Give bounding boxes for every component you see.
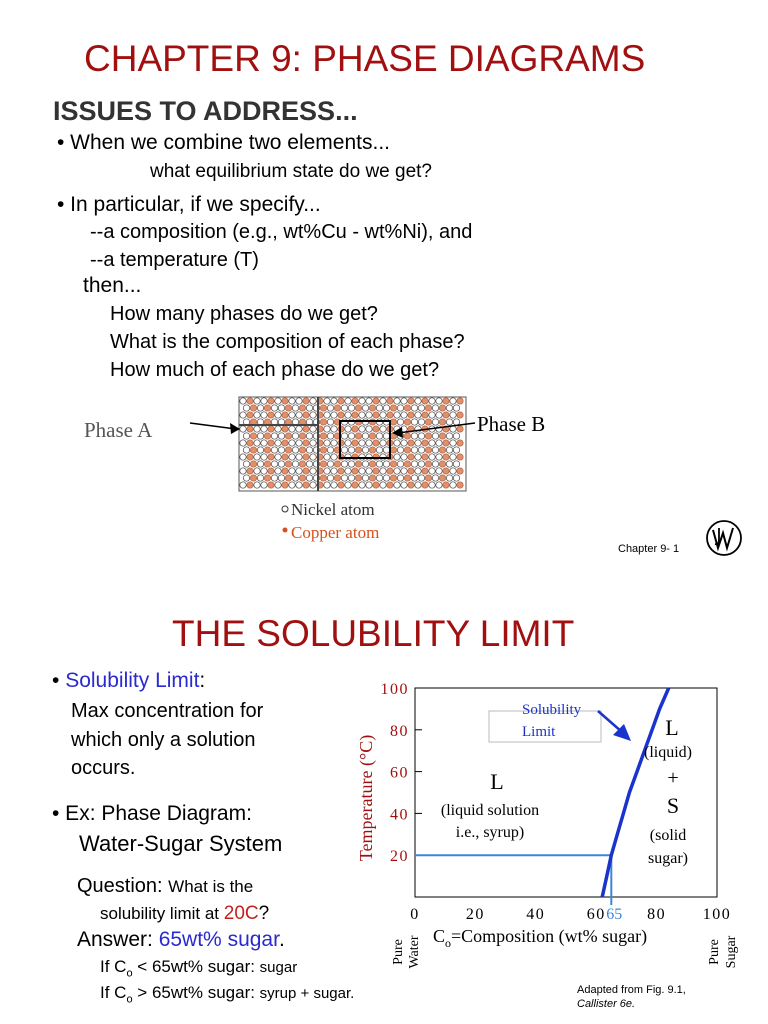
- bullet-specify-composition: --a composition (e.g., wt%Cu - wt%Ni), and: [90, 221, 473, 243]
- condition-subscript: o: [126, 967, 133, 980]
- colon: :: [199, 669, 206, 692]
- pure-water-label-2: Water: [407, 935, 422, 969]
- slide1-footer: Chapter 9- 1: [618, 543, 680, 555]
- x-tick-label: 20: [465, 906, 485, 923]
- two-phase-solid: (solid: [649, 827, 687, 844]
- x-axis-label-sub: o: [445, 936, 452, 950]
- question-text-2: solubility limit at: [100, 904, 224, 923]
- answer-period: .: [278, 928, 285, 951]
- question-phases: How many phases do we get?: [110, 303, 378, 325]
- two-phase-solid-label: S: [666, 793, 680, 818]
- x-tick-label: 0: [410, 906, 420, 923]
- example-bullet: • Ex: Phase Diagram:: [52, 802, 252, 825]
- x-tick-label: 80: [647, 906, 667, 923]
- x-tick-label: 100: [702, 906, 732, 923]
- question-composition: What is the composition of each phase?: [110, 331, 465, 353]
- x-axis-label: [433, 926, 647, 950]
- bullet-specify: • In particular, if we specify...: [57, 193, 321, 216]
- bullet-specify-temperature: --a temperature (T): [90, 249, 259, 271]
- condition-result: syrup + sugar.: [259, 985, 355, 1002]
- pure-sugar-label: Pure: [707, 939, 722, 965]
- question-label: Question:: [77, 875, 169, 897]
- solubility-limit-label: Solubility: [522, 702, 582, 718]
- x-tick-label: 60: [586, 906, 606, 923]
- copper-legend-label: Copper atom: [291, 523, 380, 542]
- question-amount: How much of each phase do we get?: [110, 359, 440, 381]
- x-axis-label-rest: =Composition (wt% sugar): [451, 926, 648, 946]
- phase-a-label: Phase A: [84, 418, 153, 442]
- nickel-legend-label: Nickel atom: [291, 500, 375, 519]
- definition-line3: occurs.: [71, 757, 136, 779]
- solubility-limit-arrow: [598, 711, 622, 732]
- condition-relation: > 65wt% sugar:: [132, 983, 260, 1002]
- y-tick-label: 100: [380, 681, 409, 698]
- condition-prefix: If C: [100, 983, 127, 1002]
- adapted-line1: Adapted from Fig. 9.1,: [577, 984, 686, 996]
- liquid-region-label: L: [490, 769, 504, 794]
- question-mark: ?: [258, 903, 270, 924]
- x-axis-label-c: C: [433, 926, 446, 946]
- liquid-region-desc: (liquid solution: [440, 802, 540, 819]
- x-tick-label: 40: [526, 906, 546, 923]
- definition-line1: Max concentration for: [71, 700, 264, 722]
- pure-sugar-label-2: Sugar: [724, 935, 739, 969]
- solubility-limit-label-2: Limit: [522, 724, 556, 740]
- answer-value: 65wt% sugar: [158, 928, 279, 951]
- two-phase-liquid: (liquid): [644, 744, 692, 761]
- two-phase-region-label: L: [665, 715, 679, 740]
- then-label: then...: [83, 274, 142, 297]
- bullet-marker: •: [52, 669, 66, 692]
- definition-line2: which only a solution: [71, 729, 256, 751]
- answer-label: Answer:: [77, 928, 159, 951]
- pure-water-label: Pure: [391, 939, 406, 965]
- solubility-limit-term: Solubility Limit: [65, 669, 200, 692]
- y-tick-label: 40: [390, 806, 409, 824]
- y-tick-label: 80: [390, 722, 409, 740]
- y-tick-label: 20: [390, 848, 409, 866]
- condition-result: sugar: [259, 959, 298, 976]
- y-axis-label: Temperature (°C): [356, 734, 376, 862]
- condition-subscript: o: [126, 993, 133, 1006]
- liquid-region-desc-2: i.e., syrup): [455, 824, 525, 841]
- question-text: What is the: [168, 877, 254, 896]
- bullet-combine-sub: what equilibrium state do we get?: [150, 161, 432, 182]
- adapted-line2: Callister 6e.: [577, 998, 636, 1010]
- bullet-combine: • When we combine two elements...: [57, 131, 390, 154]
- two-phase-sugar: sugar): [648, 850, 688, 867]
- condition-prefix: If C: [100, 957, 127, 976]
- slide1-title: CHAPTER 9: PHASE DIAGRAMS: [84, 38, 646, 79]
- question-temperature: 20C: [223, 903, 259, 924]
- y-tick-label: 60: [390, 764, 409, 782]
- two-phase-plus: +: [667, 767, 679, 789]
- slide2-title: THE SOLUBILITY LIMIT: [172, 613, 575, 654]
- example-system: Water-Sugar System: [79, 831, 283, 856]
- x-highlight-label: 65: [606, 906, 623, 923]
- condition-relation: < 65wt% sugar:: [132, 957, 260, 976]
- issues-heading: ISSUES TO ADDRESS...: [53, 96, 358, 126]
- phase-b-label: Phase B: [477, 412, 546, 436]
